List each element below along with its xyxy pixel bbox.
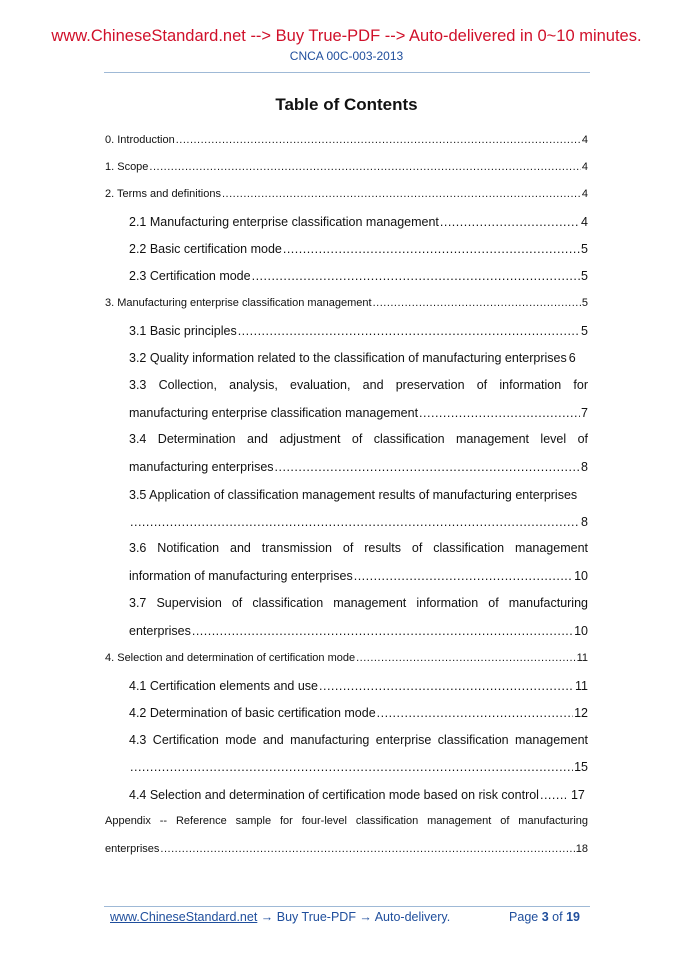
toc-entry-3-6[interactable]: 3.6 Notification and transmission of results of classification management — [129, 541, 588, 556]
top-banner-link[interactable]: www.ChineseStandard.net --> Buy True-PDF --> Auto-delivered in 0~10 minutes. — [51, 27, 642, 45]
toc-entry-4-3-cont[interactable]: ..... 15 — [105, 754, 588, 781]
document-code: CNCA 00C-003-2013 — [289, 49, 404, 63]
toc-entry-2-2[interactable]: 2.2 Basic certification mode ..... 5 — [105, 235, 588, 262]
page-footer — [104, 906, 590, 928]
footer-buy-text: Buy True-PDF — [276, 910, 356, 924]
toc-entry-appendix[interactable]: Appendix -- Reference sample for four-level classification management of manufacturing — [105, 815, 588, 828]
toc-entry-3-7[interactable]: 3.7 Supervision of classification management information of manufacturing — [129, 596, 588, 611]
toc-entry-introduction[interactable]: 0. Introduction ..... 4 — [105, 126, 588, 153]
toc-entry-3-3-cont[interactable]: manufacturing enterprise classification management ..... 7 — [105, 399, 588, 426]
footer-auto-text: Auto-delivery. — [374, 910, 451, 924]
toc-entry-3[interactable]: 3. Manufacturing enterprise classification management ..... 5 — [105, 290, 588, 317]
toc-entry-3-2[interactable]: 3.2 Quality information related to the classification of manufacturing enterprises 6 — [129, 351, 576, 366]
toc-entry-terms[interactable]: 2. Terms and definitions ..... 4 — [105, 181, 588, 208]
toc-entry-4-4[interactable]: 4.4 Selection and determination of certification mode based on risk control ..... 17 — [105, 781, 588, 808]
footer-site-link[interactable]: www.ChineseStandard.net — [110, 910, 258, 924]
page-indicator — [509, 910, 580, 924]
table-of-contents — [105, 126, 588, 863]
toc-entry-2-3[interactable]: 2.3 Certification mode ..... 5 — [105, 262, 588, 289]
page-word: Page — [509, 910, 539, 924]
toc-entry-scope[interactable]: 1. Scope ..... 4 — [105, 153, 588, 180]
toc-entry-4-3[interactable]: 4.3 Certification mode and manufacturing enterprise classification management — [129, 732, 588, 747]
page-title: Table of Contents — [275, 95, 418, 114]
toc-entry-3-4-cont[interactable]: manufacturing enterprises ..... 8 — [105, 454, 588, 481]
toc-entry-3-1[interactable]: 3.1 Basic principles ..... 5 — [105, 317, 588, 344]
toc-entry-4-1[interactable]: 4.1 Certification elements and use ..... 11 — [105, 672, 588, 699]
toc-entry-3-6-cont[interactable]: information of manufacturing enterprises ..... 10 — [105, 563, 588, 590]
arrow-right-icon: → — [257, 910, 277, 924]
page-total: 19 — [566, 910, 580, 924]
toc-entry-4[interactable]: 4. Selection and determination of certification mode ..... 11 — [105, 645, 588, 672]
header-divider — [104, 72, 590, 73]
toc-entry-2-1[interactable]: 2.1 Manufacturing enterprise classification management ..... 4 — [105, 208, 588, 235]
toc-entry-3-5-cont[interactable]: ..... 8 — [105, 508, 588, 535]
toc-entry-3-7-cont[interactable]: enterprises ..... 10 — [105, 617, 588, 644]
footer-links — [110, 910, 450, 924]
toc-entry-3-4[interactable]: 3.4 Determination and adjustment of classification management level of — [129, 432, 588, 447]
toc-entry-3-5[interactable]: 3.5 Application of classification management results of manufacturing enterprises — [129, 487, 578, 502]
toc-entry-3-3[interactable]: 3.3 Collection, analysis, evaluation, and preservation of information for — [129, 377, 588, 392]
arrow-right-icon: → — [355, 910, 375, 924]
toc-entry-4-2[interactable]: 4.2 Determination of basic certification mode ..... 12 — [105, 699, 588, 726]
toc-entry-appendix-cont[interactable]: enterprises ..... 18 — [105, 836, 588, 863]
page-number: 3 — [541, 910, 549, 924]
of-word: of — [552, 910, 563, 924]
